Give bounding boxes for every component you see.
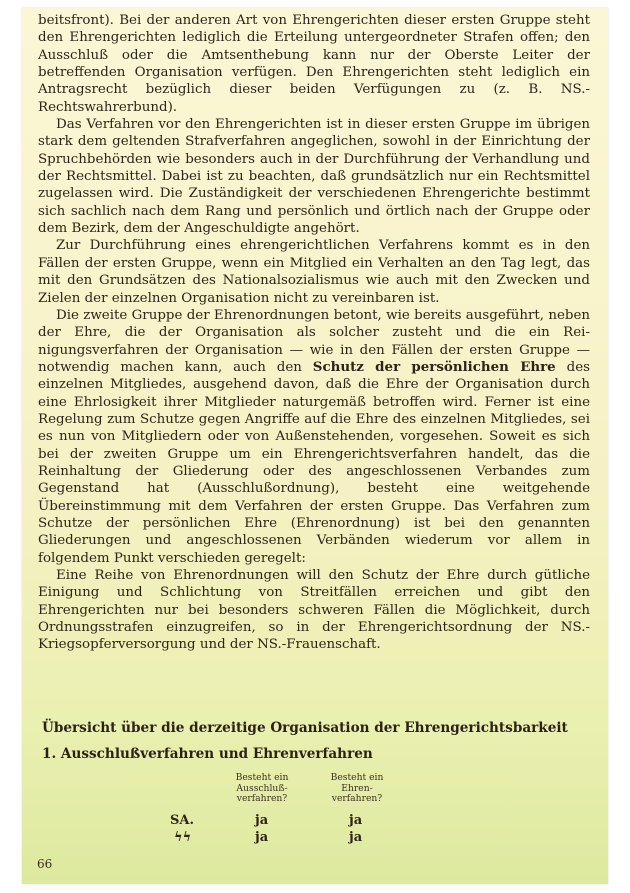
paragraph-4-start: Die zweite Gruppe der Ehrenordnungen betont, wie bereits ausgeführt, neben der Ehre, die der Organisation als solcher zusteht und die ein Reinigungsverfahren der Organisation — wie in den Fällen der ersten Gruppe — notwendig machen kann, auch den bbox=[38, 307, 590, 375]
section-heading: Übersicht über die derzeitige Organisation der Ehrengerichtsbarkeit bbox=[42, 720, 568, 736]
paragraph-5: Eine Reihe von Ehrenordnungen will den Schutz der Ehre durch gütliche Einigung und Schlichtung von Streitfällen erreichen und gibt den Ehrengerichten nur bei besonders schweren Fällen die Möglichkeit, durch Ordnungsstrafen einzugreifen, so in der Ehrengerichtsordnung der NS.-Kriegsopferversorgung und der NS.-Frauenschaft. bbox=[38, 568, 590, 653]
paragraph-4-end: des einzelnen Mitgliedes, ausgehend davon, daß die Ehre der Organisation durch eine Ehrlosigkeit ihrer Mitglieder naturgemäß betroffen wird. Ferner ist eine Regelung zum Schutze gegen Angriffe auf die Ehre des einzelnen Mitgliedes, sei es nun von Mitgliedern oder von Außenstehenden, vorgesehen. Soweit es sich bei der zweiten Gruppe um ein Ehrengerichtsverfahren handelt, das die Reinhaltung der Gliederung oder des angeschlossenen Verbandes zum Gegenstand hat (Ausschlußordnung), besteht eine weitgehende Übereinstimmung mit dem Verfahren der ersten Gruppe. Das Verfahren zum Schutze der persönlichen Ehre (Ehrenordnung) ist bei den genannten Gliederungen und angeschlossenen Verbänden wiederum vor allem in folgendem Punkt verschieden geregelt: bbox=[38, 359, 590, 566]
table-col-header-exclusion: Besteht ein Ausschluß-verfahren? bbox=[235, 772, 289, 804]
table-cell: ja bbox=[255, 813, 269, 828]
page-number: 66 bbox=[37, 857, 53, 871]
table-row-label: SA. bbox=[170, 813, 195, 828]
table-row-label: ϟϟ bbox=[174, 830, 192, 845]
table-cell: ja bbox=[255, 830, 269, 845]
paragraph-1: beitsfront). Bei der anderen Art von Ehrengerichten dieser ersten Gruppe steht den Ehrengerichten lediglich die Erteilung untergeordneter Strafen offen; den Ausschluß oder die Amtsenthebung kann nur der Oberste Leiter der betreffenden Organisation verfügen. Den Ehrengerichten steht lediglich ein Antragsrecht bezüglich dieser beiden Verfügungen zu (z. B. NS.-Rechtswahrerbund). bbox=[38, 13, 590, 115]
table-col-header-honor: Besteht ein Ehren-verfahren? bbox=[330, 772, 384, 804]
book-page bbox=[22, 8, 608, 884]
paragraph-4 bbox=[38, 307, 590, 567]
paragraph-4-emphasis: Schutz der persönlichen Ehre bbox=[312, 358, 556, 375]
subsection-heading: 1. Ausschlußverfahren und Ehrenverfahren bbox=[42, 746, 373, 762]
paragraph-3: Zur Durchführung eines ehrengerichtlichen Verfahrens kommt es in den Fällen der ersten Gruppe, wenn ein Mitglied ein Verhalten an den Tag legt, das mit den Grundsätzen des Nationalsozialismus wie auch mit den Zwecken und Zielen der einzelnen Organisation nicht zu vereinbaren ist. bbox=[38, 238, 590, 306]
paragraph-2: Das Verfahren vor den Ehrengerichten ist in dieser ersten Gruppe im übrigen stark dem geltenden Strafverfahren angeglichen, sowohl in der Einrichtung der Spruchbehörden wie besonders auch in der Durchführung der Verhandlung und der Rechtsmittel. Dabei ist zu beachten, daß grundsätzlich nur ein Rechtsmittel zugelassen wird. Die Zuständigkeit der verschiedenen Ehrengerichte bestimmt sich sachlich nach dem Rang und persönlich und örtlich nach der Gruppe oder dem Bezirk, dem der Angeschuldigte angehört. bbox=[38, 117, 590, 237]
table-cell: ja bbox=[349, 830, 363, 845]
table-cell: ja bbox=[349, 813, 363, 828]
body-text bbox=[38, 12, 590, 654]
